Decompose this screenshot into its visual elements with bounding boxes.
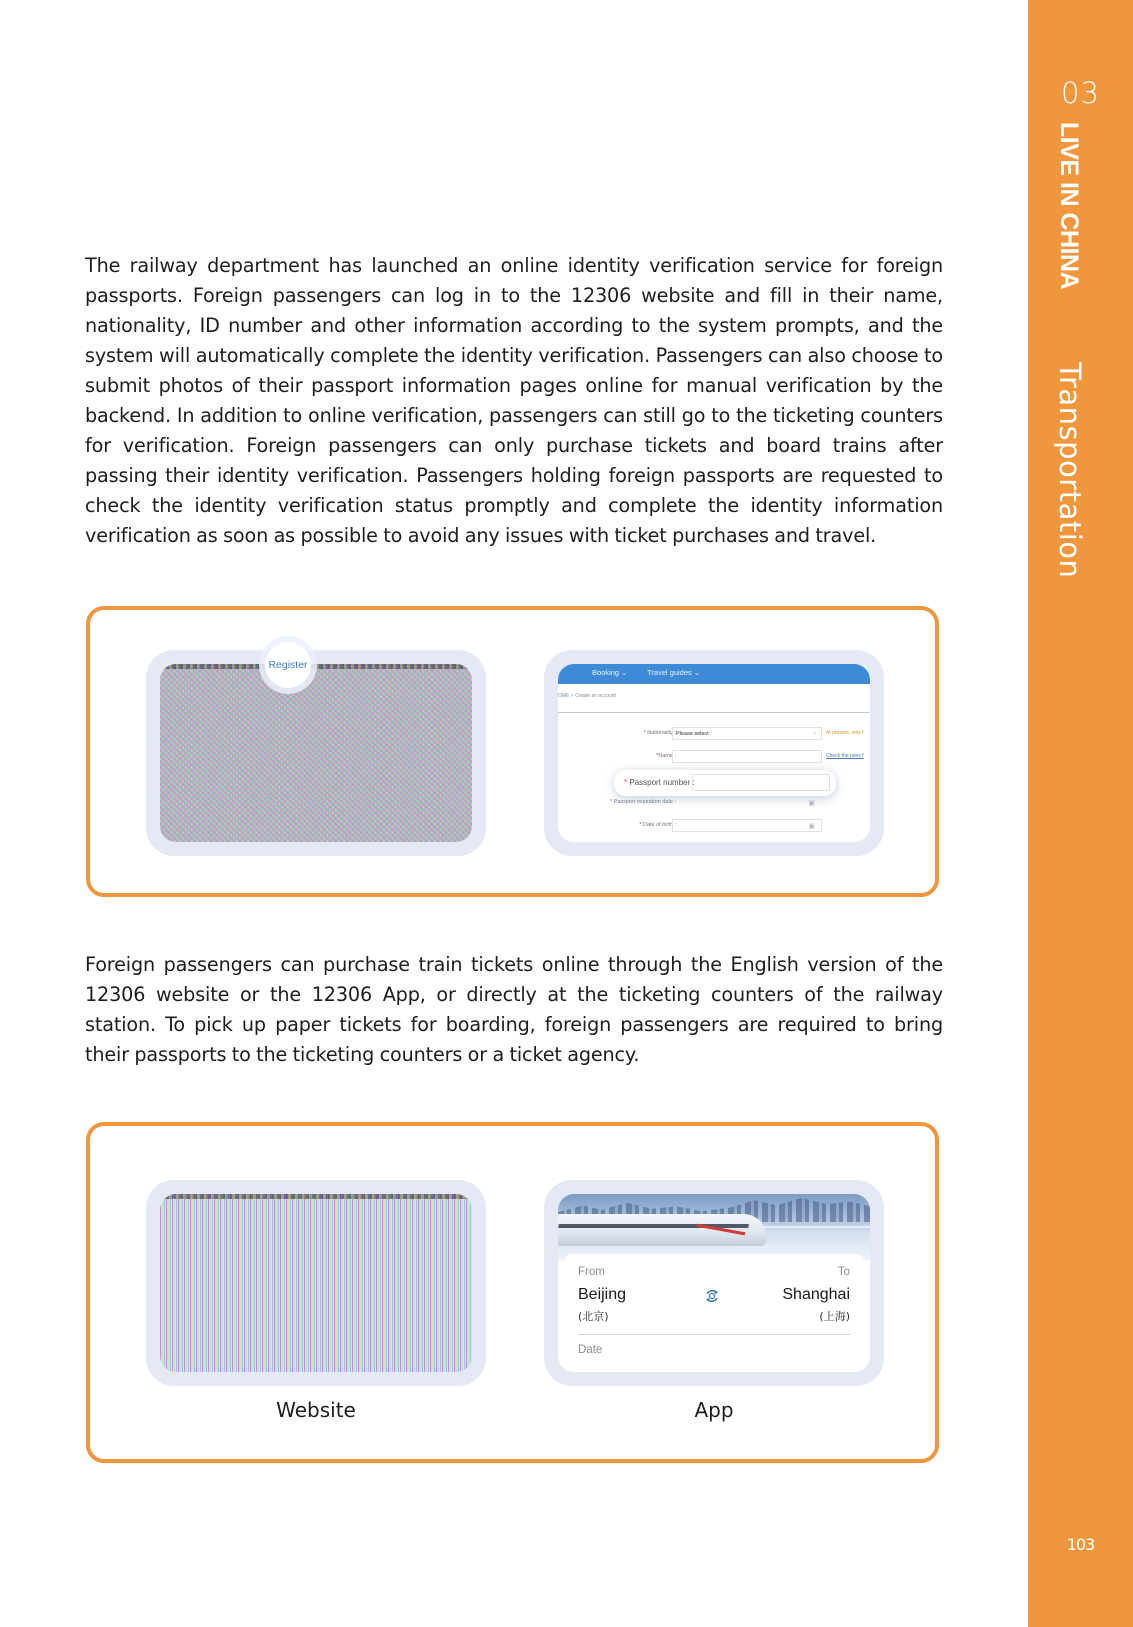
divider [578,1334,850,1335]
section-title: Transportation [1053,362,1087,579]
nationality-select [672,727,822,740]
register-screenshot [146,650,486,856]
to-city: Shanghai [782,1286,850,1303]
chapter-number: 03 [1061,76,1100,110]
app-caption: App [694,1398,734,1422]
app-screenshot [544,1180,884,1386]
image-artifact-strip [160,664,472,669]
figure-ticket-channels [86,1122,939,1463]
account-form-image [558,664,870,842]
form-row-passport-expiration [558,796,870,810]
to-city-chinese: (上海) [819,1310,850,1323]
route-search-card [564,1254,864,1372]
field-label [610,799,676,805]
nationality-value: Please select [676,731,709,737]
passport-expiration-label: Passport expiration date : [613,799,676,805]
from-city: Beijing [578,1286,627,1303]
website-screenshot-image [160,1194,472,1372]
identity-verification-paragraph: The railway department has launched an online identity verification service for foreign passports. Foreign passengers can log in to the 12306 website and fill in their name, nationality, ID number and other information according to the system prompts, and the system will automatically complete the identity verification. Passengers can also choose to submit photos of their passport information pages online for manual verification by the backend. In addition to online verification, passengers can still go to the ticketing counters for verification. Foreign passengers can only purchase tickets and board trains after passing their identity verification. Passengers holding foreign passports are requested to check the identity verification status promptly and complete the identity information verification as soon as possible to avoid any issues with ticket purchases and travel. [85,254,943,547]
field-label [624,778,695,787]
image-artifact-strip [160,1194,472,1199]
swap-stations-icon [704,1288,720,1304]
from-label: From [578,1266,605,1278]
required-mark: * [624,778,628,787]
form-screenshot [544,650,884,856]
site-nav-bar [558,664,870,684]
field-label [639,822,676,828]
form-row-name [558,750,870,764]
calendar-icon: ▣ [808,800,815,807]
app-search-image [558,1194,870,1372]
divider [558,712,870,713]
passport-number-input [692,774,830,791]
nationality-label: Nationality : [647,730,676,736]
register-button-callout [265,642,311,688]
train-banner-photo [558,1194,870,1260]
name-rules-link: Check the rules f [826,753,864,759]
date-of-birth-label: Date of birth : [642,822,676,828]
page-number: 103 [1066,1535,1095,1554]
passport-number-label: Passport number : [629,778,695,787]
nationality-hint: At present, only f [826,730,864,736]
name-label: Name : [658,753,676,759]
website-screenshot [146,1180,486,1386]
register-label: Register [268,659,308,671]
from-city-chinese: (北京) [578,1310,609,1323]
passport-expiration-input [672,796,822,809]
required-mark: * [643,730,646,736]
ticket-purchase-paragraph: Foreign passengers can purchase train tickets online through the English version of the 12306 website or the 12306 App, or directly at the ticketing counters of the railway station. To pick up paper tickets for boarding, foreign passengers are required to bring their passports to the ticketing counters or a ticket agency. [85,953,943,1066]
required-mark: * [656,753,659,759]
required-mark: * [609,799,613,805]
passport-number-callout [614,770,836,796]
chapter-title: LIVE IN CHINA [1055,122,1083,290]
calendar-icon: ▣ [808,823,815,830]
register-screenshot-image [160,664,472,842]
date-label: Date [578,1344,603,1356]
date-of-birth-input [672,819,822,832]
name-input [672,750,822,763]
form-row-nationality [558,727,870,741]
high-speed-train [558,1214,770,1246]
form-row-date-of-birth [558,819,870,833]
website-caption: Website [276,1398,356,1422]
figure-identity-verification [86,606,939,897]
required-mark: * [639,822,642,828]
to-label: To [837,1266,850,1278]
chevron-down-icon: ⌄ [812,730,817,736]
nav-travel-guides: Travel guides ⌄ [647,668,701,677]
nav-booking: Booking ⌄ [592,668,628,677]
breadcrumb: OME > Create an account [558,693,616,699]
